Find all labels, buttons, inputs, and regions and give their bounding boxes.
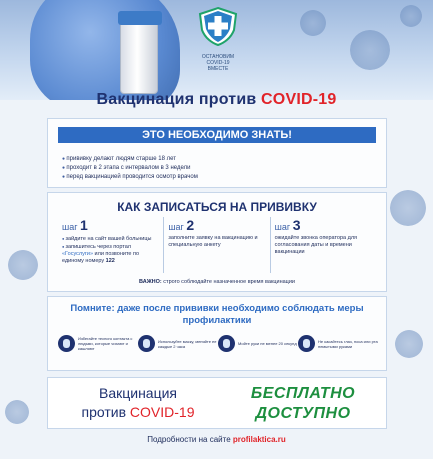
facts-panel (47, 118, 387, 188)
step-text: заполните заявку на вакцинацию и специальную анкету (168, 235, 258, 248)
banner-left (58, 384, 218, 422)
banner-right (228, 384, 378, 424)
banner-highlight: COVID-19 (129, 404, 195, 420)
step-1 (58, 217, 164, 273)
list-item: ● прививку делают людям старше 18 лет (62, 155, 376, 164)
logo-caption (170, 54, 266, 72)
tip-text: Используйте маску, меняйте ее каждые 2 часа (158, 338, 217, 349)
mask-icon (138, 335, 155, 352)
virus-icon (395, 330, 423, 358)
tip-text: Не касайтесь глаз, носа или рта немытыми руками (318, 338, 378, 349)
tip-item (298, 335, 378, 352)
phone-number[interactable]: 122 (105, 258, 115, 264)
title-highlight: COVID-19 (261, 91, 337, 108)
footer (0, 435, 433, 444)
shield-logo-icon (196, 6, 240, 46)
list-item: ● проходит в 2 этапа с интервалом в 3 недели (62, 164, 376, 173)
steps-row (58, 217, 376, 273)
virus-icon (350, 30, 390, 70)
step-word: шаг (274, 222, 291, 232)
step-number: 3 (292, 217, 301, 233)
step-text: ожидайте звонка оператора для согласования даты и времени вакцинации (274, 235, 358, 255)
important-label: ВАЖНО: (139, 279, 162, 285)
virus-icon (5, 400, 29, 424)
logo-text-line: COVID-19 (206, 60, 230, 66)
free-vaccination-banner (47, 377, 387, 429)
step-3 (271, 217, 376, 273)
virus-icon (400, 5, 422, 27)
step-list (62, 235, 159, 265)
gosuslugi-link[interactable]: «Госуслуги» (62, 251, 94, 257)
step-word: шаг (168, 222, 184, 232)
prevention-panel (47, 296, 387, 371)
page-title (50, 91, 383, 115)
list-item: ● перед вакцинацией проводится осмотр врачом (62, 173, 376, 182)
list-item: ● зайдите на сайт вашей больницы (62, 235, 159, 243)
step-header (275, 217, 372, 233)
facts-list (62, 155, 376, 182)
signup-heading: КАК ЗАПИСАТЬСЯ НА ПРИВИВКУ (117, 200, 317, 214)
step-header (62, 217, 159, 233)
important-note (58, 279, 376, 285)
title-prefix: Вакцинация против (96, 91, 262, 108)
step-header (168, 217, 265, 233)
tips-row (58, 335, 378, 352)
tip-text: Избегайте тесного контакта с людьми, которые чихают и кашляют (78, 336, 133, 351)
banner-line (58, 403, 218, 422)
banner-line: Вакцинация (98, 385, 178, 401)
banner-free-text: БЕСПЛАТНО (250, 385, 356, 402)
signup-panel (47, 192, 387, 292)
banner-text: против (81, 404, 130, 420)
footer-text: Подробности на сайте (147, 435, 233, 444)
handwash-icon (218, 335, 235, 352)
tip-item (58, 335, 138, 352)
tip-item (138, 335, 218, 352)
step-text: запишитесь через портал (65, 244, 131, 250)
facts-heading: ЭТО НЕОБХОДИМО ЗНАТЬ! (58, 127, 376, 143)
virus-icon (8, 250, 38, 280)
site-link[interactable]: profilaktica.ru (232, 435, 286, 444)
logo-text-line: ОСТАНОВИМ (201, 54, 235, 60)
tip-item (218, 335, 298, 352)
step-number: 1 (80, 217, 88, 233)
vaccine-vial-image (120, 18, 158, 94)
virus-icon (390, 190, 426, 226)
step-text: или позвоните по единому номеру (62, 251, 140, 264)
tip-text: Мойте руки не менее 20 секунд (238, 341, 297, 346)
step-number: 2 (186, 217, 195, 233)
list-item (62, 243, 159, 265)
step-2 (164, 217, 270, 273)
step-word: шаг (62, 222, 78, 232)
prevention-heading: Помните: даже после прививки необходимо соблюдать меры профилактики (70, 303, 364, 326)
important-text: строго соблюдайте назначенное время вакцинации (161, 279, 295, 285)
banner-available-text: ДОСТУПНО (255, 405, 351, 422)
virus-icon (300, 10, 326, 36)
no-touch-icon (298, 335, 315, 352)
sneeze-icon (58, 335, 75, 352)
logo-text-line: ВМЕСТЕ (207, 66, 229, 72)
